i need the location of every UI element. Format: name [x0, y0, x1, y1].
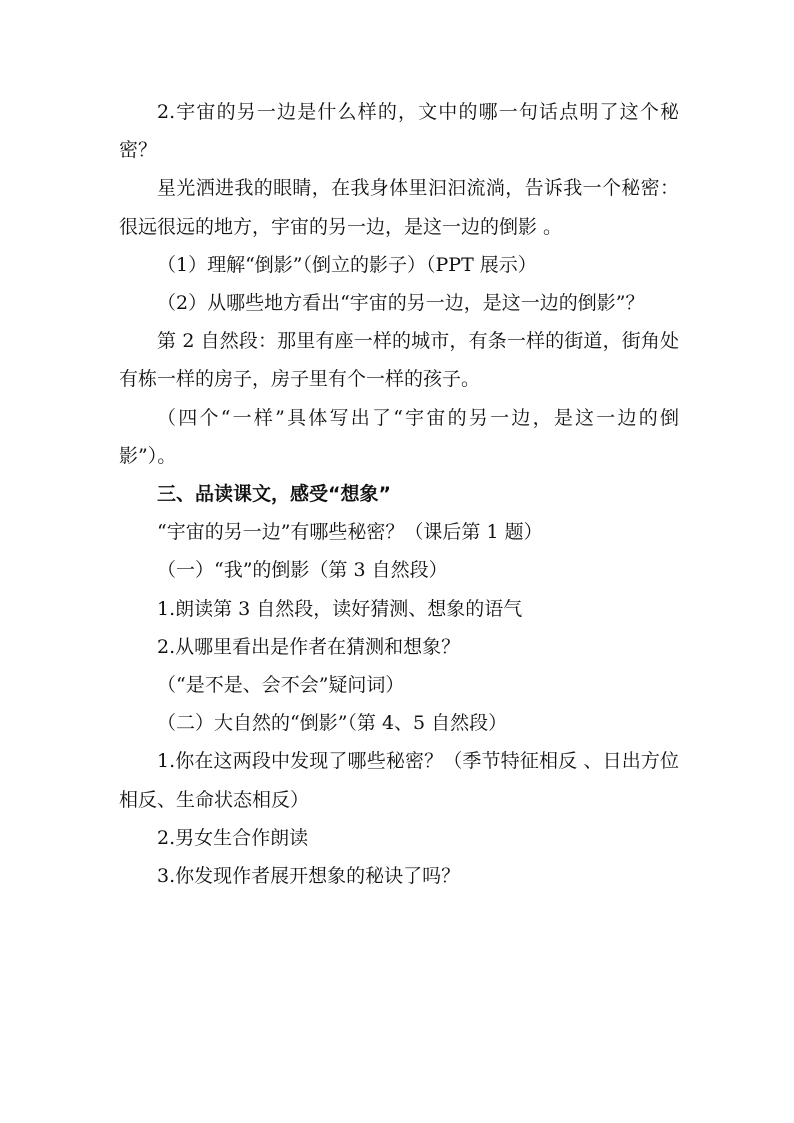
step-3-question: 3.你发现作者展开想象的秘诀了吗？	[157, 865, 461, 888]
step-2-answer: （“是不是、会不会”疑问词）	[157, 674, 405, 697]
step-2-group-reading: 2.男女生合作朗读	[157, 826, 309, 849]
question-2-paragraph: 2.宇宙的另一边是什么样的，文中的哪一句话点明了这个秘密？	[119, 101, 679, 162]
step-1-read-aloud: 1.朗读第 3 自然段，读好猜测、想象的语气	[157, 597, 523, 620]
step-2-question: 2.从哪里看出是作者在猜测和想象？	[157, 635, 461, 658]
sub-point-2: （2）从哪些地方看出“宇宙的另一边，是这一边的倒影”？	[157, 292, 645, 315]
paragraph-2-excerpt: 第 2 自然段：那里有座一样的城市，有条一样的街道，街角处有栋一样的房子，房子里有个一样的孩子。	[119, 330, 679, 391]
explanation-note: （四个“一样”具体写出了“宇宙的另一边，是这一边的倒影”）。	[119, 406, 679, 467]
step-1-secrets: 1.你在这两段中发现了哪些秘密？（季节特征相反 、日出方位相反、生命状态相反）	[119, 750, 679, 811]
section-question: “宇宙的另一边”有哪些秘密？（课后第 1 题）	[157, 521, 543, 544]
document-body	[119, 93, 679, 895]
quote-paragraph: 星光洒进我的眼睛，在我身体里汩汩流淌，告诉我一个秘密：很远很远的地方，宇宙的另一边，是这一边的倒影 。	[119, 177, 679, 238]
sub-point-1: （1）理解“倒影”（倒立的影子）（PPT 展示）	[157, 253, 537, 276]
subsection-1-title: （一）“我”的倒影（第 3 自然段）	[157, 559, 448, 582]
section-3-heading: 三、品读课文，感受“想象”	[157, 483, 391, 506]
subsection-2-title: （二）大自然的“倒影”（第 4、5 自然段）	[157, 712, 508, 735]
